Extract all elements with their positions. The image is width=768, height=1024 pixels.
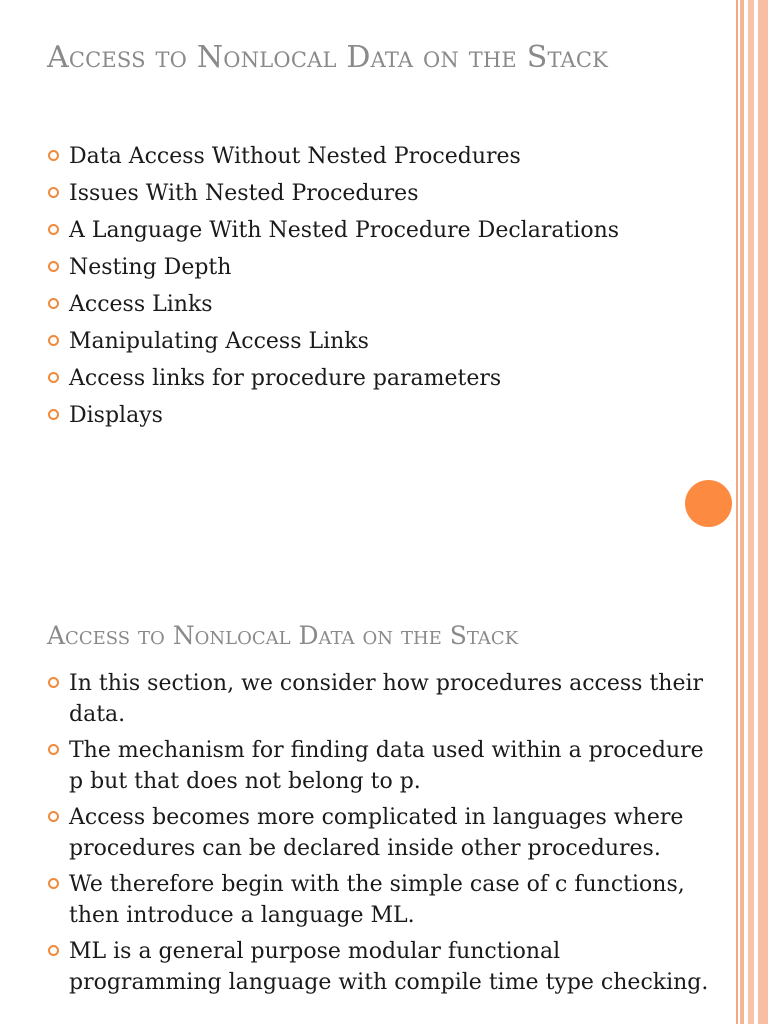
slide-1-bullet-list <box>47 138 687 434</box>
bullet-item <box>47 668 712 730</box>
bullet-text: Issues With Nested Procedures <box>69 181 419 206</box>
stripe <box>740 0 744 576</box>
bullet-text: In this section, we consider how procedures access their data. <box>69 671 704 727</box>
orange-circle-decoration <box>685 480 732 527</box>
slide-2-bullet-list <box>47 668 712 1003</box>
circle-bullet-icon <box>48 744 59 755</box>
bullet-text: A Language With Nested Procedure Declarations <box>69 218 620 243</box>
circle-bullet-icon <box>48 261 59 272</box>
circle-bullet-icon <box>48 409 59 420</box>
circle-bullet-icon <box>48 677 59 688</box>
bullet-item <box>47 360 687 397</box>
stripe <box>736 576 738 1024</box>
bullet-item <box>47 869 712 931</box>
bullet-text: Displays <box>69 403 163 428</box>
circle-bullet-icon <box>48 811 59 822</box>
circle-bullet-icon <box>48 878 59 889</box>
right-stripe-decoration <box>736 0 768 576</box>
circle-bullet-icon <box>48 372 59 383</box>
bullet-item <box>47 212 687 249</box>
bullet-text: Data Access Without Nested Procedures <box>69 144 521 169</box>
circle-bullet-icon <box>48 150 59 161</box>
slide-1-title: Access to Nonlocal Data on the Stack <box>47 40 609 75</box>
bullet-item <box>47 936 712 998</box>
bullet-text: Access Links <box>69 292 213 317</box>
bullet-item <box>47 249 687 286</box>
stripe <box>740 576 744 1024</box>
bullet-text: ML is a general purpose modular functional programming language with compile time type checking. <box>69 939 709 995</box>
bullet-item <box>47 802 712 864</box>
bullet-item <box>47 397 687 434</box>
bullet-text: Nesting Depth <box>69 255 232 280</box>
right-stripe-decoration <box>736 576 768 1024</box>
slide-2 <box>0 576 768 1024</box>
stripe <box>758 576 768 1024</box>
bullet-text: Manipulating Access Links <box>69 329 369 354</box>
stripe <box>748 576 754 1024</box>
circle-bullet-icon <box>48 335 59 346</box>
bullet-item <box>47 323 687 360</box>
circle-bullet-icon <box>48 945 59 956</box>
bullet-text: We therefore begin with the simple case of c functions, then introduce a language ML. <box>69 872 685 928</box>
bullet-text: Access becomes more complicated in languages where procedures can be declared inside other procedures. <box>69 805 684 861</box>
circle-bullet-icon <box>48 298 59 309</box>
bullet-item <box>47 175 687 212</box>
stripe <box>758 0 768 576</box>
bullet-text: The mechanism for finding data used within a procedure p but that does not belong to p. <box>69 738 704 794</box>
circle-bullet-icon <box>48 224 59 235</box>
circle-bullet-icon <box>48 187 59 198</box>
stripe <box>748 0 754 576</box>
bullet-item <box>47 138 687 175</box>
bullet-text: Access links for procedure parameters <box>69 366 502 391</box>
bullet-item <box>47 286 687 323</box>
slide-2-title: Access to Nonlocal Data on the Stack <box>47 621 519 650</box>
bullet-item <box>47 735 712 797</box>
stripe <box>736 0 738 576</box>
